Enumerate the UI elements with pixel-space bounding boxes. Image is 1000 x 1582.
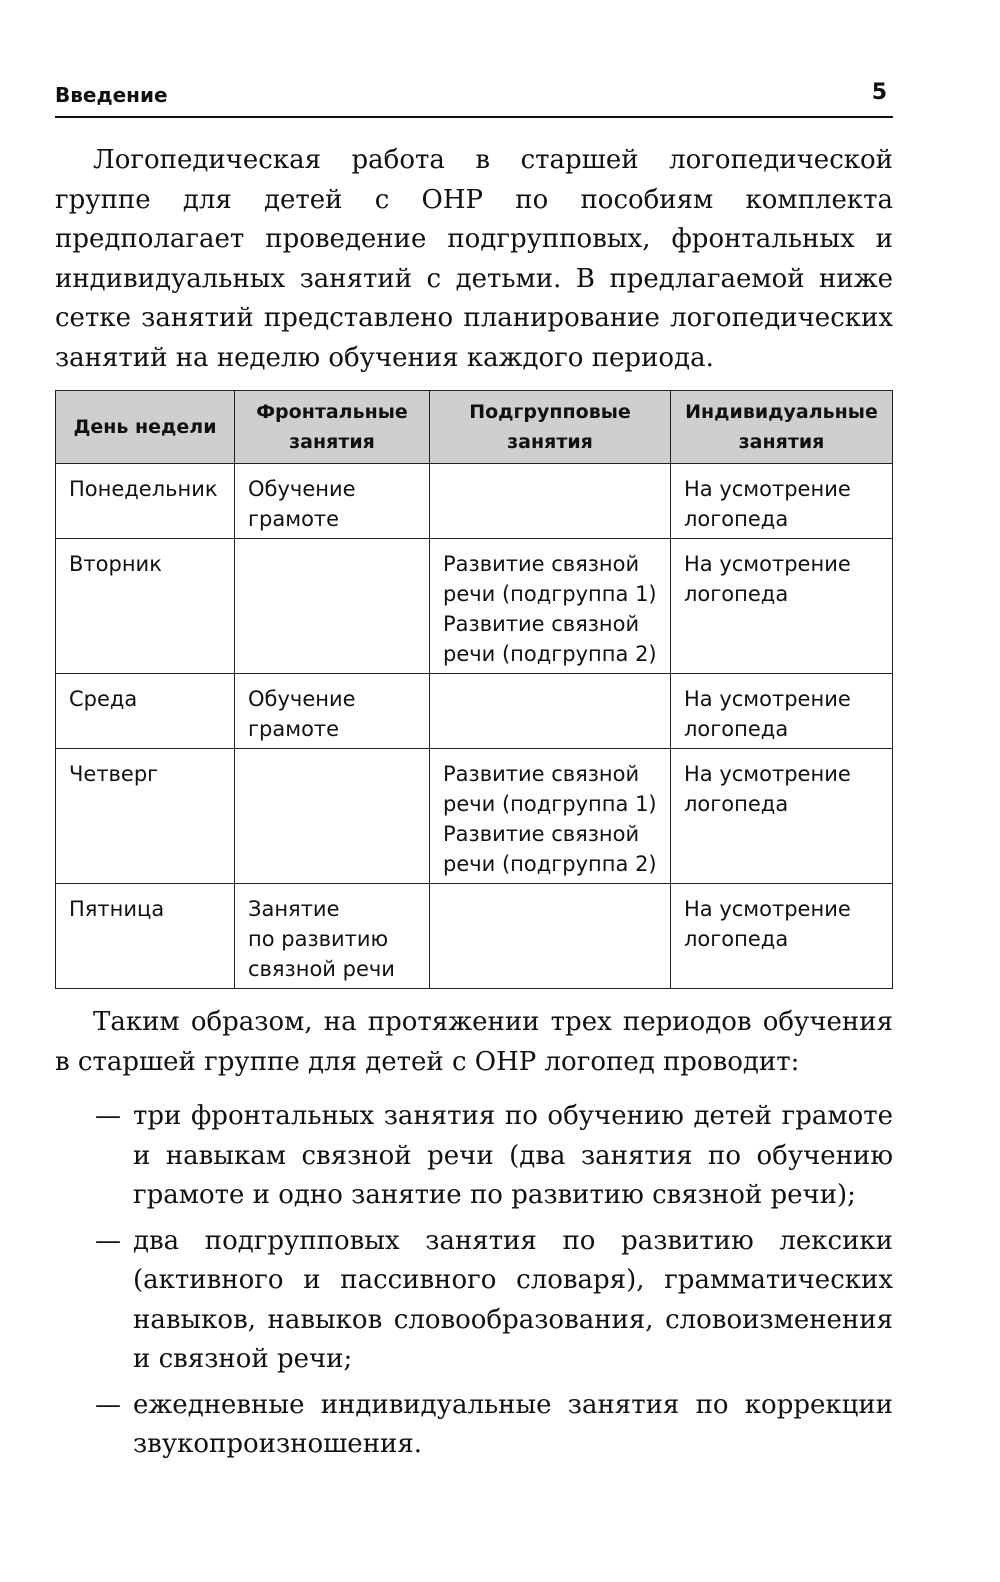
list-item-text: два подгрупповых занятия по развитию лексики (активного и пассивного словаря), грамматических навыков, навыков словообразования, словоизменения и связной речи; xyxy=(133,1225,893,1374)
list-item xyxy=(55,1386,893,1465)
cell-text-line: Развитие связной xyxy=(443,612,640,636)
cell-text-line: Четверг xyxy=(69,762,159,786)
cell-individual xyxy=(671,539,893,674)
cell-text-line: Обучение xyxy=(248,477,356,501)
list-item xyxy=(55,1222,893,1380)
dash-bullet: — xyxy=(95,1389,121,1420)
list-item xyxy=(55,1097,893,1216)
dash-bullet: — xyxy=(95,1225,121,1256)
cell-frontal xyxy=(235,749,430,884)
cell-subgroup xyxy=(430,539,671,674)
cell-text-line: по развитию xyxy=(248,927,389,951)
cell-text-line: Вторник xyxy=(69,552,162,576)
header-day: День недели xyxy=(56,391,235,464)
summary-paragraph: Таким образом, на протяжении трех периодов обучения в старшей группе для детей с ОНР логопед проводит: xyxy=(55,1007,893,1077)
cell-subgroup xyxy=(430,884,671,989)
cell-text-line: Обучение xyxy=(248,687,356,711)
cell-text-line: Пятница xyxy=(69,897,165,921)
header-subgroup: Подгрупповые занятия xyxy=(430,391,671,464)
table-row xyxy=(56,884,893,989)
cell-individual xyxy=(671,464,893,539)
cell-text-line: логопеда xyxy=(684,927,789,951)
cell-individual xyxy=(671,674,893,749)
cell-text-line: На усмотрение xyxy=(684,762,851,786)
cell-text-line: речи (подгруппа 1) xyxy=(443,792,657,816)
cell-subgroup xyxy=(430,464,671,539)
cell-text-line: логопеда xyxy=(684,717,789,741)
cell-day xyxy=(56,749,235,884)
cell-text-line: связной речи xyxy=(248,957,395,981)
cell-frontal xyxy=(235,674,430,749)
dash-bullet: — xyxy=(95,1101,121,1131)
cell-text-line: грамоте xyxy=(248,507,340,531)
cell-text-line: На усмотрение xyxy=(684,552,851,576)
cell-day xyxy=(56,674,235,749)
table-row xyxy=(56,674,893,749)
table-row xyxy=(56,464,893,539)
table-row xyxy=(56,749,893,884)
schedule-table xyxy=(55,390,893,989)
cell-text-line: На усмотрение xyxy=(684,477,851,501)
cell-frontal xyxy=(235,539,430,674)
cell-individual xyxy=(671,884,893,989)
page-number: 5 xyxy=(871,80,887,105)
cell-frontal xyxy=(235,884,430,989)
cell-subgroup xyxy=(430,749,671,884)
table-header-row xyxy=(56,391,893,464)
cell-day xyxy=(56,884,235,989)
cell-text-line: Развитие связной xyxy=(443,552,640,576)
cell-text-line: речи (подгруппа 2) xyxy=(443,852,657,876)
cell-text-line: речи (подгруппа 2) xyxy=(443,642,657,666)
cell-text-line: речи (подгруппа 1) xyxy=(443,582,657,606)
cell-day xyxy=(56,464,235,539)
cell-frontal xyxy=(235,464,430,539)
header-individual: Индивидуальные занятия xyxy=(671,391,893,464)
cell-text-line: логопеда xyxy=(684,792,789,816)
header-frontal: Фронтальные занятия xyxy=(235,391,430,464)
cell-text-line: Понедельник xyxy=(69,477,218,501)
cell-text-line: логопеда xyxy=(684,582,789,606)
cell-individual xyxy=(671,749,893,884)
running-header xyxy=(55,80,893,118)
chapter-title: Введение xyxy=(55,83,168,107)
cell-text-line: Занятие xyxy=(248,897,340,921)
intro-paragraph: Логопедическая работа в старшей логопедической группе для детей с ОНР по пособиям комплекта предполагает проведение подгрупповых, фронтальных и индивидуальных занятий с детьми. В предлагаемой ниже сетке занятий представлено планирование логопедических занятий на неделю обучения каждого периода. xyxy=(55,145,893,373)
cell-subgroup xyxy=(430,674,671,749)
table-body xyxy=(56,464,893,989)
cell-text-line: Среда xyxy=(69,687,138,711)
table-row xyxy=(56,539,893,674)
cell-day xyxy=(56,539,235,674)
cell-text-line: Развитие связной xyxy=(443,822,640,846)
list-item-text: ежедневные индивидуальные занятия по коррекции звукопроизношения. xyxy=(133,1389,893,1459)
cell-text-line: логопеда xyxy=(684,507,789,531)
list-item-text: три фронтальных занятия по обучению детей грамоте и навыкам связной речи (два занятия по обучению грамоте и одно занятие по развитию связной речи); xyxy=(133,1101,893,1210)
activity-list xyxy=(55,1097,893,1471)
cell-text-line: На усмотрение xyxy=(684,687,851,711)
cell-text-line: грамоте xyxy=(248,717,340,741)
cell-text-line: На усмотрение xyxy=(684,897,851,921)
cell-text-line: Развитие связной xyxy=(443,762,640,786)
